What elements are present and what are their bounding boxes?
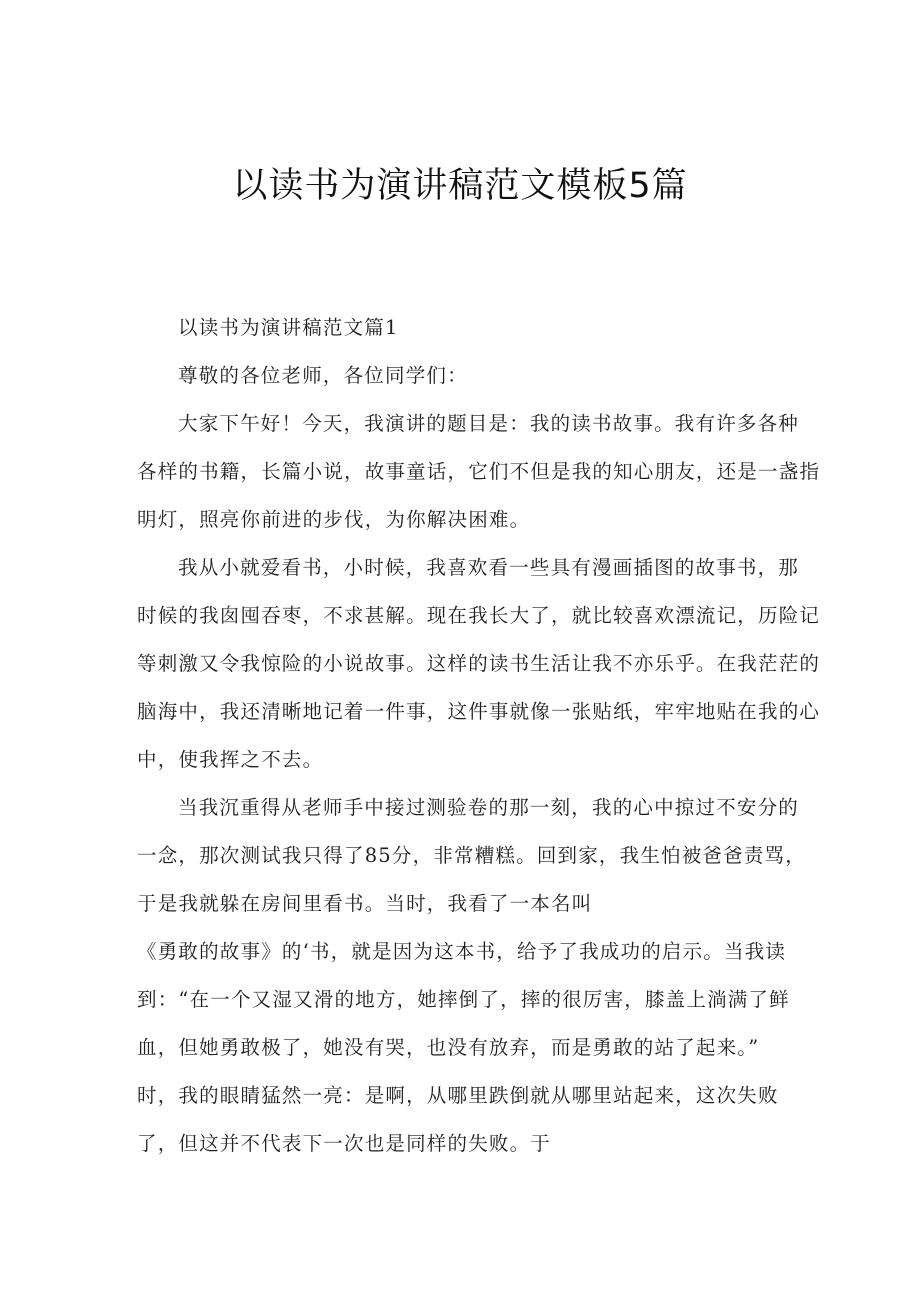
paragraph-line: 到：“在一个又湿又滑的地方，她摔倒了，摔的很厉害，膝盖上淌满了鲜 (137, 988, 790, 1011)
paragraph-line: 等刺激又令我惊险的小说故事。这样的读书生活让我不亦乐乎。在我茫茫的 (137, 652, 821, 675)
paragraph-line: 脑海中，我还清晰地记着一件事，这件事就像一张贴纸，牢牢地贴在我的心 (137, 700, 821, 723)
paragraph-line: 明灯，照亮你前进的步伐，为你解决困难。 (137, 508, 531, 531)
paragraph-line: 血，但她勇敢极了，她没有哭，也没有放弃，而是勇敢的站了起来。” (137, 1036, 760, 1059)
salutation: 尊敬的各位老师，各位同学们： (178, 364, 468, 387)
paragraph-line: 时，我的眼睛猛然一亮：是啊，从哪里跌倒就从哪里站起来，这次失败 (137, 1084, 779, 1107)
paragraph-line: 于是我就躲在房间里看书。当时，我看了一本名叫 (137, 892, 593, 915)
section-heading: 以读书为演讲稿范文篇1 (178, 316, 399, 339)
paragraph-line: 了，但这并不代表下一次也是同样的失败。于 (137, 1132, 552, 1155)
paragraph-line: 《勇敢的故事》的‘书，就是因为这本书，给予了我成功的启示。当我读 (137, 940, 787, 963)
paragraph-line: 时候的我囱囤吞枣，不求甚解。现在我长大了，就比较喜欢漂流记，历险记 (137, 604, 821, 627)
document-title: 以读书为演讲稿范文模板5篇 (232, 166, 688, 206)
paragraph-line: 各样的书籍，长篇小说，故事童话，它们不但是我的知心朋友，还是一盏指 (137, 460, 821, 483)
paragraph-line: 我从小就爱看书，小时候，我喜欢看一些具有漫画插图的故事书，那 (178, 556, 800, 579)
paragraph-line: 大家下午好！今天，我演讲的题目是：我的读书故事。我有许多各种 (178, 412, 800, 435)
paragraph-line: 中，使我挥之不去。 (137, 748, 324, 771)
paragraph-line: 当我沉重得从老师手中接过测验卷的那一刻，我的心中掠过不安分的 (178, 796, 800, 819)
paragraph-line: 一念，那次测试我只得了85分，非常糟糕。回到家，我生怕被爸爸责骂， (137, 844, 806, 867)
